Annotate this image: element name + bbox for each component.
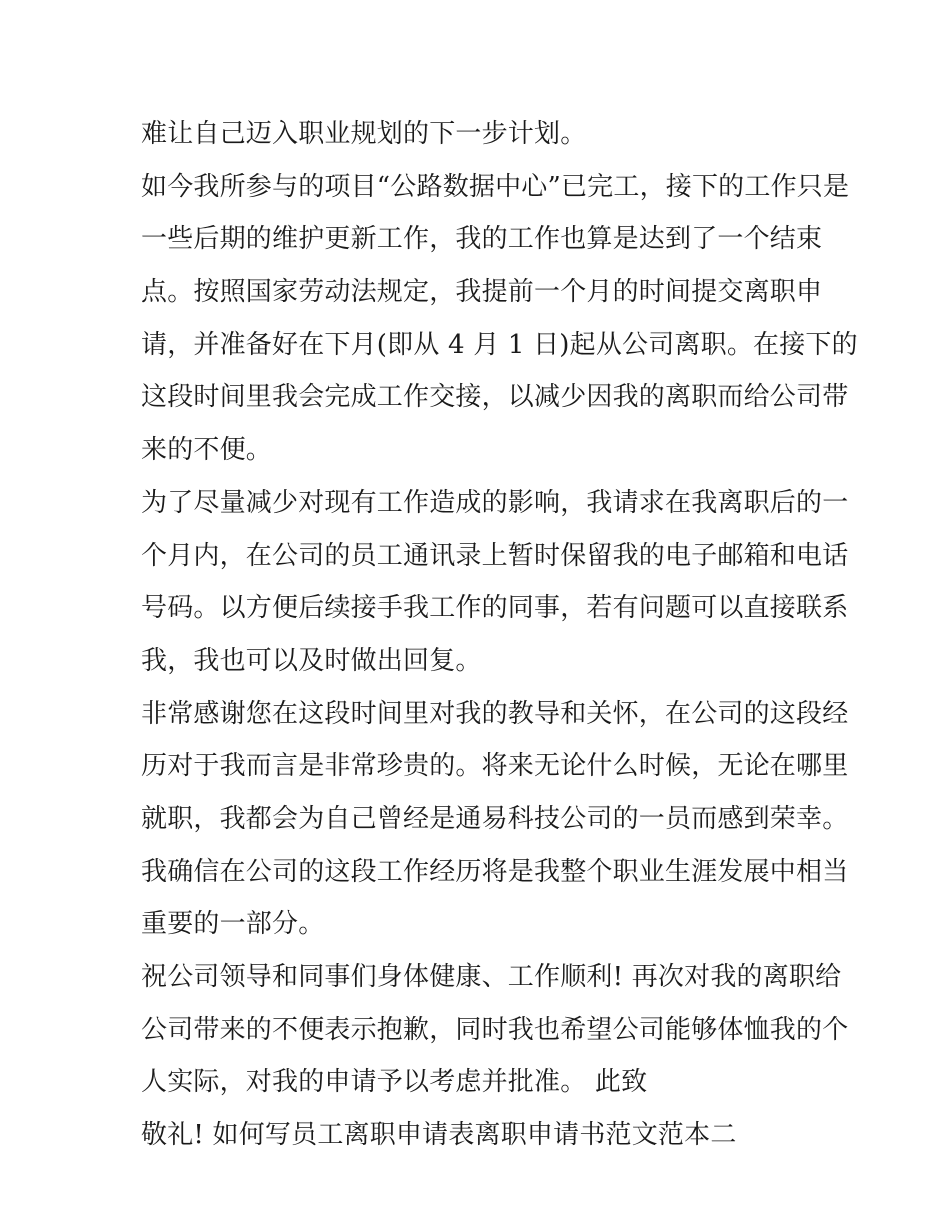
text-line: 个月内，在公司的员工通讯录上暂时保留我的电子邮箱和电话: [141, 540, 849, 571]
text-line: 我确信在公司的这段工作经历将是我整个职业生涯发展中相当: [141, 856, 849, 887]
text-line: 为了尽量减少对现有工作造成的影响，我请求在我离职后的一: [141, 487, 849, 518]
text-line: 来的不便。: [141, 435, 273, 466]
text-line: 就职，我都会为自己曾经是通易科技公司的一员而感到荣幸。: [141, 803, 849, 834]
text-line: 号码。以方便后续接手我工作的同事，若有问题可以直接联系: [141, 593, 849, 624]
text-line: 我，我也可以及时做出回复。: [141, 645, 482, 676]
text-line: 非常感谢您在这段时间里对我的教导和关怀，在公司的这段经: [141, 698, 849, 729]
text-line: 如今我所参与的项目“公路数据中心”已完工，接下的工作只是: [141, 171, 850, 202]
text-line: 历对于我而言是非常珍贵的。将来无论什么时候，无论在哪里: [141, 751, 849, 782]
text-line: 公司带来的不便表示抱歉，同时我也希望公司能够体恤我的个: [141, 1014, 849, 1045]
text-line: 一些后期的维护更新工作，我的工作也算是达到了一个结束: [141, 224, 823, 255]
text-line: 请，并准备好在下月(即从 4 月 1 日)起从公司离职。在接下的: [141, 329, 858, 360]
text-line: 重要的一部分。: [141, 909, 325, 940]
text-line: 祝公司领导和同事们身体健康、工作顺利! 再次对我的离职给: [141, 962, 842, 992]
text-line: 这段时间里我会完成工作交接，以减少因我的离职而给公司带: [141, 382, 849, 413]
text-line: 难让自己迈入职业规划的下一步计划。: [141, 119, 587, 149]
text-line: 点。按照国家劳动法规定，我提前一个月的时间提交离职申: [141, 277, 823, 308]
text-line: 人实际，对我的申请予以考虑并批准。 此致: [141, 1067, 648, 1098]
text-line: 敬礼! 如何写员工离职申请表离职申请书范文范本二: [141, 1120, 737, 1151]
document-body: [141, 108, 858, 1162]
